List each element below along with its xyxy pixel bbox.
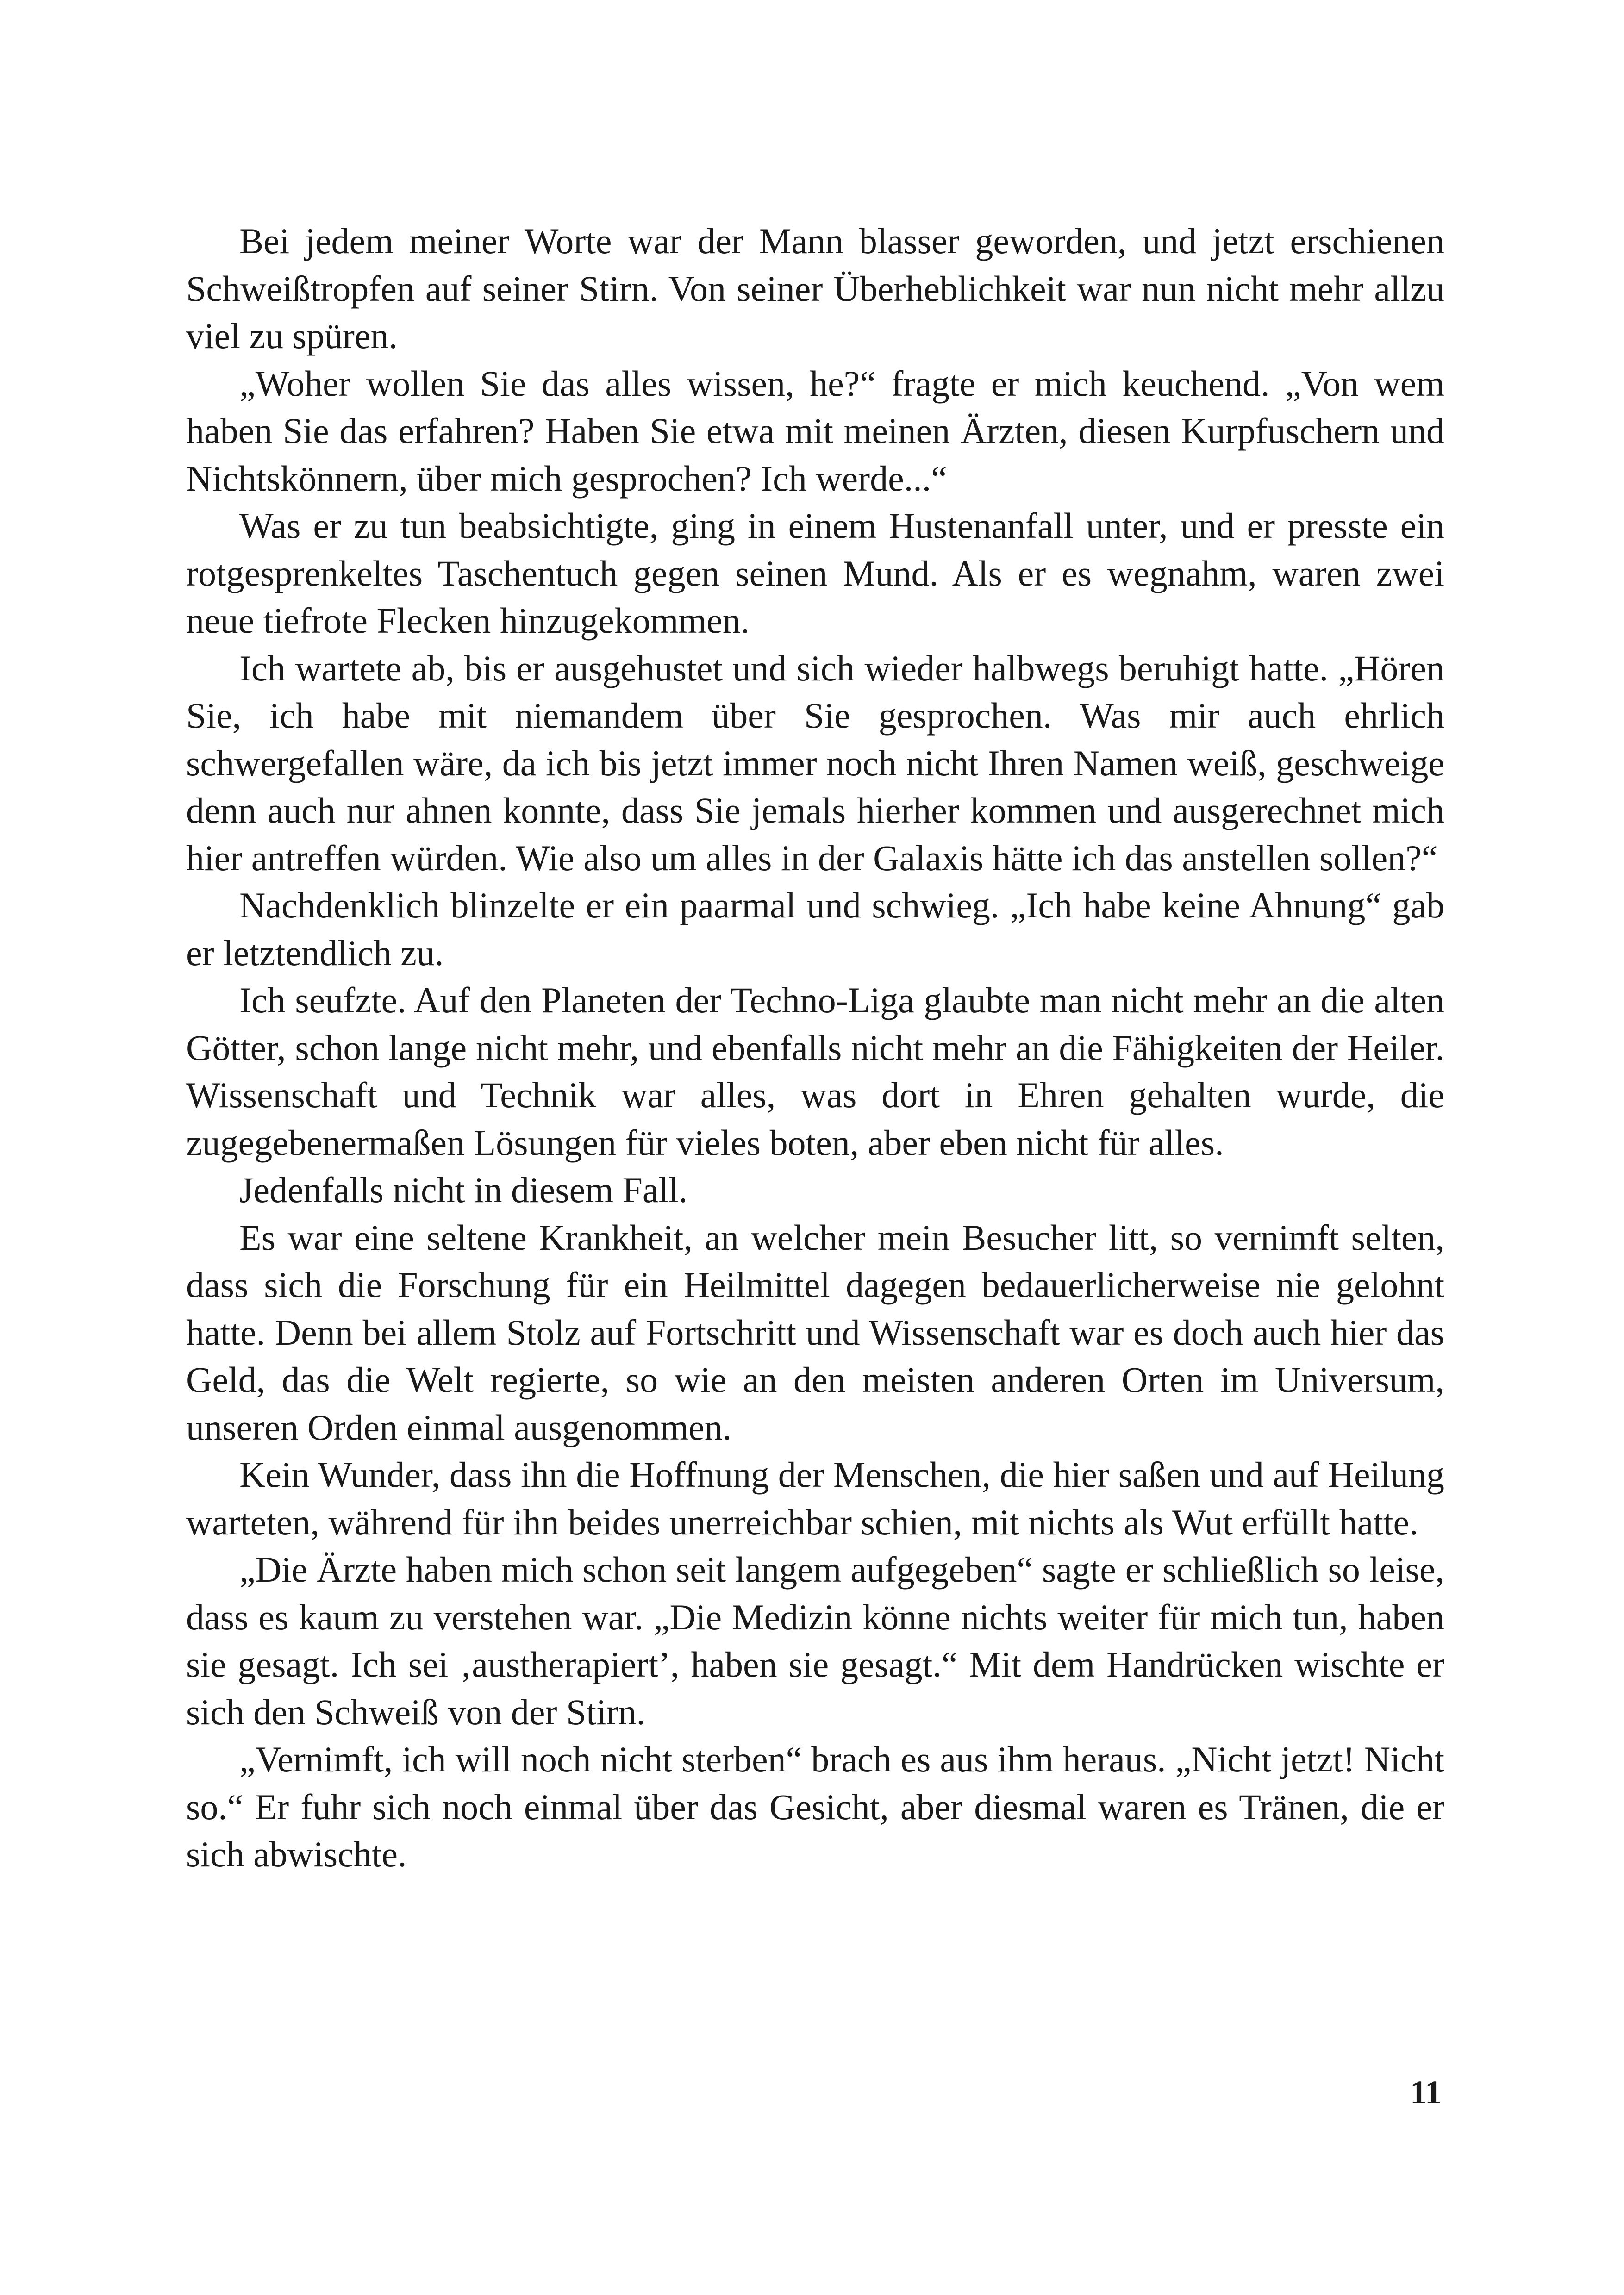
page-body xyxy=(186,218,1444,1878)
paragraph: Es war eine seltene Krankheit, an welcher mein Besucher litt, so vernimft selten, dass sich die Forschung für ein Heilmittel dagegen bedauerlicherweise nie gelohnt hatte. Denn bei allem Stolz auf Fortschritt und Wissenschaft war es doch auch hier das Geld, das die Welt regierte, so wie an den meisten anderen Orten im Universum, unseren Orden einmal ausgenommen. xyxy=(186,1217,1444,1447)
paragraph: Ich wartete ab, bis er ausgehustet und sich wieder halbwegs beruhigt hatte. „Hören Sie, ich habe mit niemandem über Sie gesprochen. Was mir auch ehrlich schwergefallen wäre, da ich bis jetzt immer noch nicht Ihren Namen weiß, geschweige denn auch nur ahnen konnte, dass Sie jemals hierher kommen und ausgerechnet mich hier antreffen würden. Wie also um alles in der Galaxis hätte ich das anstellen sollen?“ xyxy=(186,648,1444,878)
paragraph: „Woher wollen Sie das alles wissen, he?“ fragte er mich keuchend. „Von wem haben Sie das erfahren? Haben Sie etwa mit meinen Ärzten, diesen Kurpfuschern und Nichtskönnern, über mich gesprochen? Ich werde...“ xyxy=(186,363,1444,499)
paragraph: Was er zu tun beabsichtigte, ging in einem Hustenanfall unter, und er presste ein rotgesprenkeltes Taschentuch gegen seinen Mund. Als er es wegnahm, waren zwei neue tiefrote Flecken hinzugekommen. xyxy=(186,505,1444,641)
page-number: 11 xyxy=(1410,2074,1442,2111)
paragraph: „Die Ärzte haben mich schon seit langem aufgegeben“ sagte er schließlich so leise, dass es kaum zu verstehen war. „Die Medizin könne nichts weiter für mich tun, haben sie gesagt. Ich sei ‚austherapiert’, haben sie gesagt.“ Mit dem Handrücken wischte er sich den Schweiß von der Stirn. xyxy=(186,1549,1444,1732)
paragraph: Bei jedem meiner Worte war der Mann blasser geworden, und jetzt erschienen Schweißtropfen auf seiner Stirn. Von seiner Überheblichkeit war nun nicht mehr allzu viel zu spüren. xyxy=(186,221,1444,356)
paragraph: „Vernimft, ich will noch nicht sterben“ brach es aus ihm heraus. „Nicht jetzt! Nicht so.“ Er fuhr sich noch einmal über das Gesicht, aber diesmal waren es Tränen, die er sich abwischte. xyxy=(186,1739,1444,1874)
paragraph: Jedenfalls nicht in diesem Fall. xyxy=(239,1170,688,1210)
paragraph: Nachdenklich blinzelte er ein paarmal und schwieg. „Ich habe keine Ahnung“ gab er letztendlich zu. xyxy=(186,885,1444,973)
paragraph: Kein Wunder, dass ihn die Hoffnung der Menschen, die hier saßen und auf Heilung warteten, während für ihn beides unerreichbar schien, mit nichts als Wut erfüllt hatte. xyxy=(186,1454,1444,1542)
paragraph: Ich seufzte. Auf den Planeten der Techno-Liga glaubte man nicht mehr an die alten Götter, schon lange nicht mehr, und ebenfalls nicht mehr an die Fähigkeiten der Heiler. Wissenschaft und Technik war alles, was dort in Ehren gehalten wurde, die zugegebenermaßen Lösungen für vieles boten, aber eben nicht für alles. xyxy=(186,980,1444,1163)
